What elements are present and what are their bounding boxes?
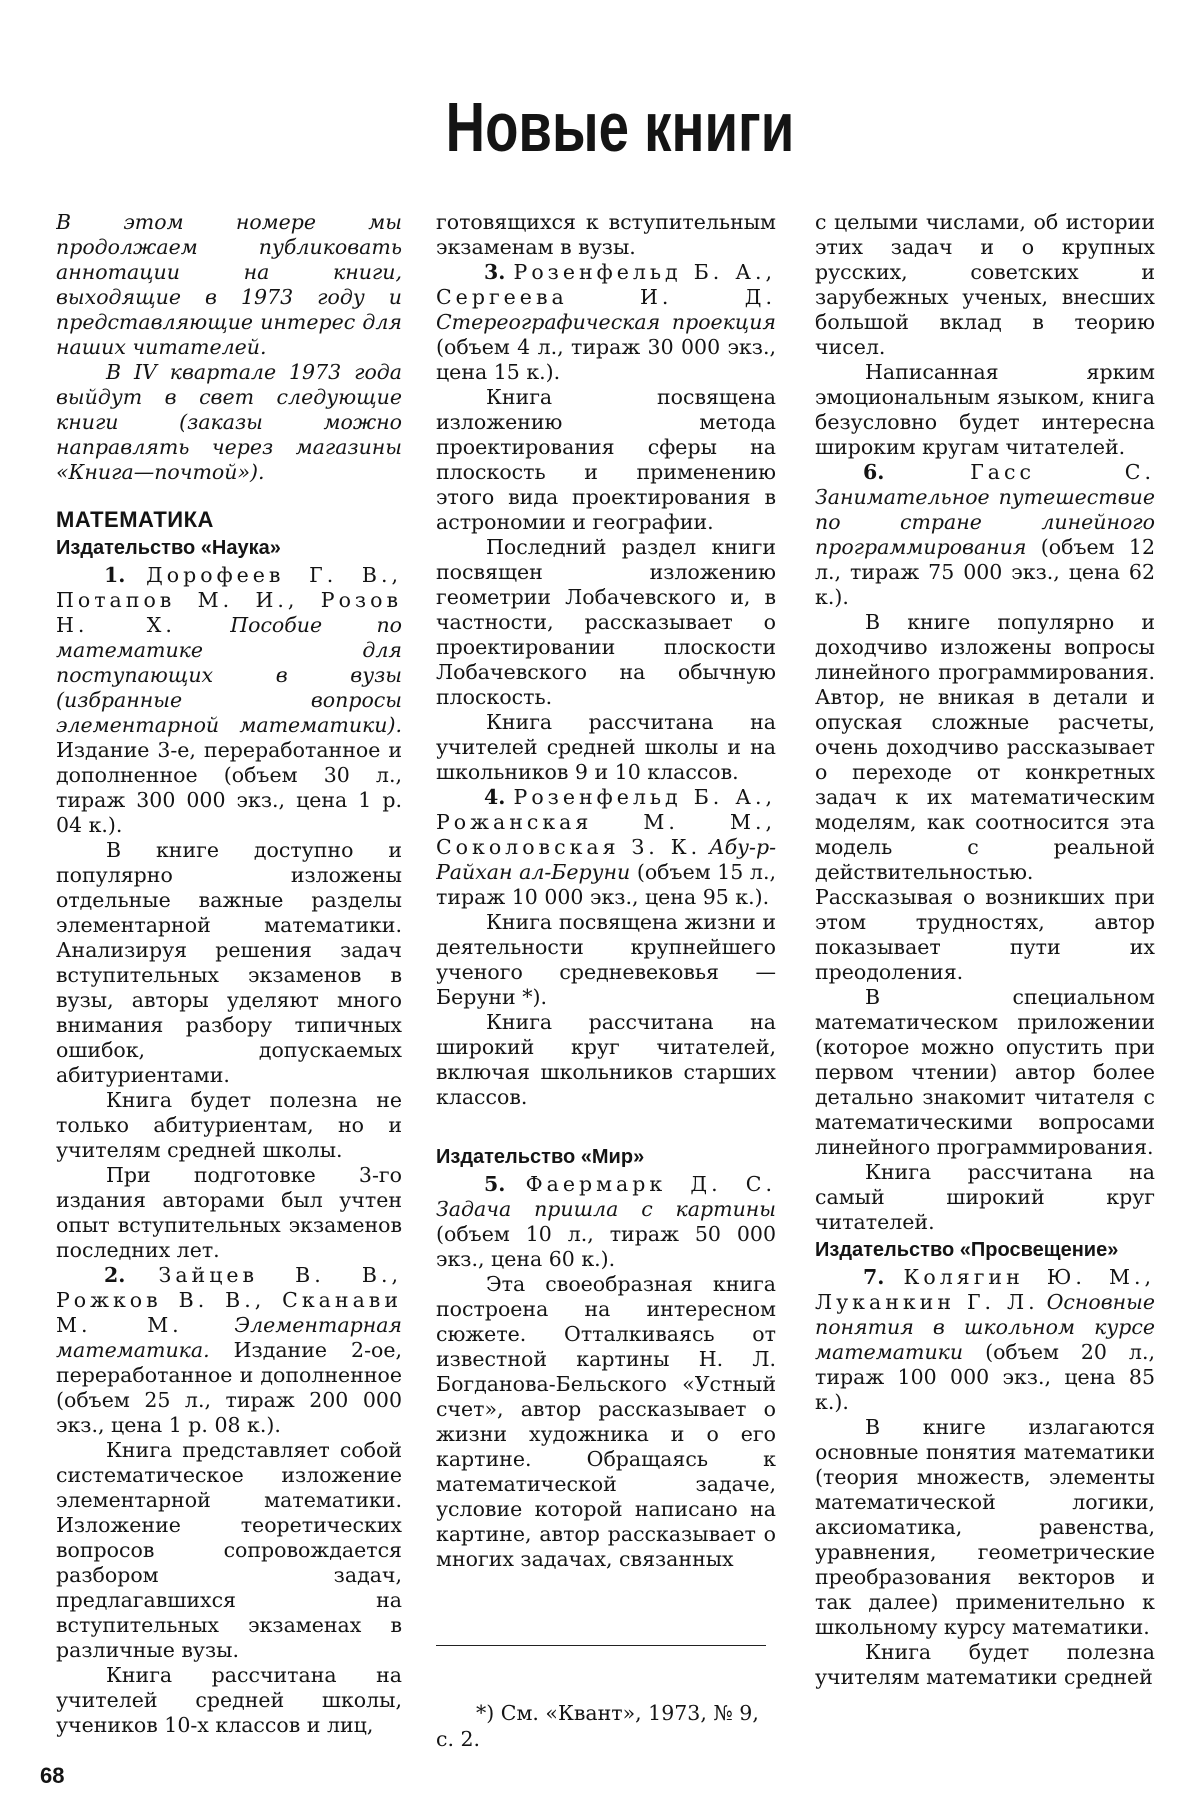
book-entry xyxy=(436,1172,776,1272)
footnote-rule xyxy=(436,1645,766,1646)
book-title: Абу-р-Райхан ал-Беруни xyxy=(436,835,776,884)
book-paragraph: В книге доступно и популярно изложены отдельные важные разделы элементарной математики. Анализируя решения задач вступительных экзаменов в вузы, авторы уделяют много внимания разбору типичных ошибок, допускаемых абитуриентами. xyxy=(56,838,402,1087)
book-title: Задача пришла с картины xyxy=(436,1197,776,1221)
book-entry xyxy=(815,1265,1155,1415)
column-right xyxy=(815,210,1155,1779)
book-paragraph-continued: готовящихся к вступительным экзаменам в вузы. xyxy=(436,210,776,259)
book-paragraph: Книга будет полезна не только абитуриентам, но и учителям средней школы. xyxy=(56,1088,402,1162)
book-number: 7. xyxy=(863,1265,885,1289)
book-title: Элементарная математика. xyxy=(56,1313,402,1362)
book-authors: Розенфельд Б. А., Рожанская М. М., Соколовская З. К. xyxy=(436,785,776,859)
section-heading: МАТЕМАТИКА xyxy=(56,507,214,532)
book-number: 2. xyxy=(104,1263,126,1287)
book-title: Пособие по математике для поступающих в вузы (избранные вопросы элементарной математики). xyxy=(56,613,402,737)
book-paragraph: При подготовке 3-го издания авторами был учтен опыт вступительных экзаменов последних лет. xyxy=(56,1163,402,1262)
book-title: Занимательное путешествие по стране линейного программирования xyxy=(815,485,1155,559)
book-paragraph: В книге излагаются основные понятия математики (теория множеств, элементы математической логики, аксиоматика, равенства, уравнения, геометрические преобразования векторов и так далее) применительно к школьному курсу математики. xyxy=(815,1415,1155,1639)
book-paragraph: В книге популярно и доходчиво изложены вопросы линейного программирования. Автор, не вникая в детали и опуская сложные расчеты, очень доходчиво рассказывает о переходе от конкретных задач к их математическим моделям, как соотносится эта модель с реальной действительностью. Рассказывая о возникших при этом трудностях, автор показывает пути их преодоления. xyxy=(815,610,1155,984)
book-authors: Колягин Ю. М., Луканкин Г. Л. xyxy=(815,1265,1155,1314)
book-authors: Розенфельд Б. А., Сергеева И. Д. xyxy=(436,260,776,309)
book-details: (объем 10 л., тираж 50 000 экз., цена 60 к.). xyxy=(436,1222,776,1271)
book-authors: Зайцев В. В., Рожков В. В., Сканави М. М. xyxy=(56,1263,402,1337)
book-entry xyxy=(815,460,1155,610)
book-paragraph: Книга посвящена изложению метода проектирования сферы на плоскость и применению этого вида проектирования в астрономии и географии. xyxy=(436,385,776,534)
book-paragraph: Последний раздел книги посвящен изложению геометрии Лобачевского и, в частности, рассказывает о проектировании плоскости Лобачевского на обычную плоскость. xyxy=(436,535,776,709)
book-paragraph: Книга рассчитана на учителей средней школы и на школьников 9 и 10 классов. xyxy=(436,710,776,784)
book-entry xyxy=(56,1263,402,1438)
book-details: (объем 12 л., тираж 75 000 экз., цена 62 к.). xyxy=(815,535,1155,609)
book-paragraph: Книга рассчитана на широкий круг читателей, включая школьников старших классов. xyxy=(436,1010,776,1109)
book-paragraph-continued: с целыми числами, об истории этих задач и о крупных русских, советских и зарубежных ученых, внесших большой вклад в теорию чисел. xyxy=(815,210,1155,359)
intro xyxy=(56,210,402,485)
book-paragraph: Книга представляет собой систематическое изложение элементарной математики. Изложение теоретических вопросов сопровождается разбором задач, предлагавшихся на вступительных экзаменах в различные вузы. xyxy=(56,1438,402,1662)
book-paragraph: Написанная ярким эмоциональным языком, книга безусловно будет интересна широким кругам читателей. xyxy=(815,360,1155,459)
book-number: 6. xyxy=(863,460,885,484)
book-paragraph: Эта своеобразная книга построена на интересном сюжете. Отталкиваясь от известной картины Н. Л. Богданова-Бельского «Устный счет», автор рассказывает о жизни художника и о его картине. Обращаясь к математической задаче, условие которой написано на картине, автор рассказывает о многих задачах, связанных xyxy=(436,1272,776,1571)
book-number: 1. xyxy=(104,563,126,587)
publisher-heading: Издательство «Просвещение» xyxy=(815,1239,1119,1261)
book-number: 5. xyxy=(484,1172,506,1196)
publisher-heading: Издательство «Мир» xyxy=(436,1146,645,1168)
book-entry xyxy=(436,260,776,385)
intro-paragraph: В этом номере мы продолжаем публиковать аннотации на книги, выходящие в 1973 году и представляющие интерес для наших читателей. xyxy=(56,210,402,359)
book-authors: Гасс С. xyxy=(970,460,1155,484)
page-title: Новые книги xyxy=(445,88,795,166)
book-paragraph: Книга будет полезна учителям математики средней xyxy=(815,1640,1155,1689)
book-details: (объем 4 л., тираж 30 000 экз., цена 15 к.). xyxy=(436,335,776,384)
book-paragraph: Книга посвящена жизни и деятельности крупнейшего ученого средневековья — Беруни *). xyxy=(436,910,776,1009)
book-title: Стереографическая проекция xyxy=(436,310,776,334)
footnote xyxy=(436,1645,766,1752)
book-entry xyxy=(56,563,402,838)
book-title: Основные понятия в школьном курсе математики xyxy=(815,1290,1155,1364)
book-paragraph: Книга рассчитана на учителей средней школы, учеников 10-х классов и лиц, xyxy=(56,1663,402,1737)
book-paragraph: Книга рассчитана на самый широкий круг читателей. xyxy=(815,1160,1155,1234)
book-details: (объем 20 л., тираж 100 000 экз., цена 85 к.). xyxy=(815,1340,1155,1414)
book-number: 3. xyxy=(484,260,506,284)
column-left xyxy=(56,210,402,1779)
publisher-heading: Издательство «Наука» xyxy=(56,537,281,559)
intro-paragraph: В IV квартале 1973 года выйдут в свет следующие книги (заказы можно направлять через магазины «Книга—почтой»). xyxy=(56,360,402,484)
book-details: Издание 3-е, переработанное и дополненное (объем 30 л., тираж 300 000 экз., цена 1 р. 04 к.). xyxy=(56,738,402,837)
book-details: (объем 15 л., тираж 10 000 экз., цена 95 к.). xyxy=(436,860,776,909)
footnote-text: *) См. «Квант», 1973, № 9, с. 2. xyxy=(436,1701,759,1751)
column-middle xyxy=(436,210,776,1779)
book-paragraph: В специальном математическом приложении (которое можно опустить при первом чтении) автор более детально знакомит читателя с математическими вопросами линейного программирования. xyxy=(815,985,1155,1159)
book-authors: Фаермарк Д. С. xyxy=(525,1172,776,1196)
book-authors: Дорофеев Г. В., Потапов М. И., Розов Н. Х. xyxy=(56,563,402,637)
book-details: Издание 2-ое, переработанное и дополненное (объем 25 л., тираж 200 000 экз., цена 1 р. 08 к.). xyxy=(56,1338,402,1437)
book-entry xyxy=(436,785,776,910)
page-number: 68 xyxy=(40,1763,65,1788)
book-number: 4. xyxy=(484,785,506,809)
